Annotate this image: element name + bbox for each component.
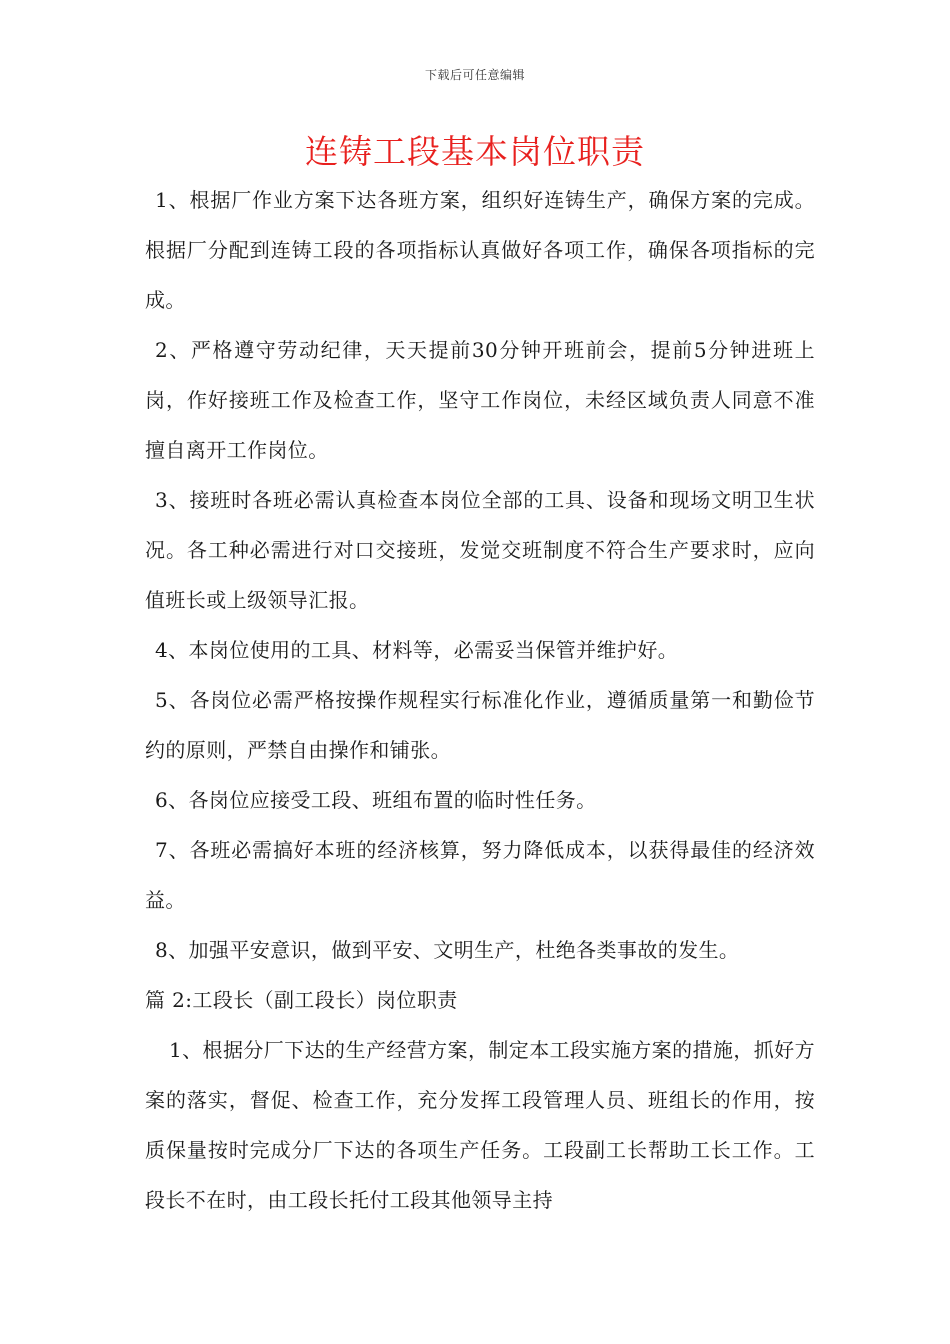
paragraph-6: 6、各岗位应接受工段、班组布置的临时性任务。 [155, 788, 597, 812]
header-note: 下载后可任意编辑 [424, 68, 525, 82]
paragraph-4: 4、本岗位使用的工具、材料等，必需妥当保管并维护好。 [155, 638, 679, 662]
section-heading: 篇 2:工段长（副工段长）岗位职责 [145, 988, 458, 1012]
paragraph-3: 3、接班时各班必需认真检查本岗位全部的工具、设备和现场文明卫生状况。各工种必需进行对口交接班，发觉交班制度不符合生产要求时，应向值班长或上级领导汇报。 [145, 488, 815, 612]
paragraph-7: 7、各班必需搞好本班的经济核算，努力降低成本，以获得最佳的经济效益。 [145, 838, 815, 912]
document-body [145, 175, 815, 1225]
document-title: 连铸工段基本岗位职责 [305, 132, 645, 171]
paragraph-8: 8、加强平安意识，做到平安、文明生产，杜绝各类事故的发生。 [155, 938, 740, 962]
section2-paragraph-1: 1、根据分厂下达的生产经营方案，制定本工段实施方案的措施，抓好方案的落实，督促、检查工作，充分发挥工段管理人员、班组长的作用，按质保量按时完成分厂下达的各项生产任务。工段副工长帮助工长工作。工段长不在时，由工段长托付工段其他领导主持 [145, 1038, 815, 1212]
paragraph-2: 2、严格遵守劳动纪律，天天提前30分钟开班前会，提前5分钟进班上岗，作好接班工作及检查工作，坚守工作岗位，未经区域负责人同意不准擅自离开工作岗位。 [145, 338, 815, 462]
paragraph-5: 5、各岗位必需严格按操作规程实行标准化作业，遵循质量第一和勤俭节约的原则，严禁自由操作和铺张。 [145, 688, 815, 762]
paragraph-1: 1、根据厂作业方案下达各班方案，组织好连铸生产，确保方案的完成。根据厂分配到连铸工段的各项指标认真做好各项工作，确保各项指标的完成。 [145, 188, 815, 312]
